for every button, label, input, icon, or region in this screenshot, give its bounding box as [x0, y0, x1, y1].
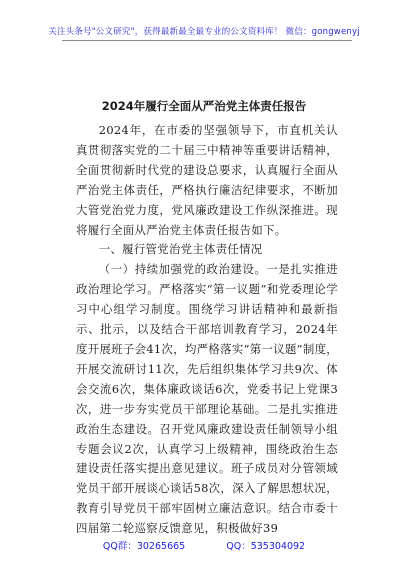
document-body — [76, 121, 338, 539]
intro-paragraph: 2024年，在市委的坚强领导下，市直机关认真贯彻落实党的二十届三中精神等重要讲话精神，全面贯彻新时代党的建设总要求，认真履行全面从严治党主体责任，严格执行廉洁纪律要求，不断加大管党治党力度，党风廉政建设工作纵深推进。现将履行全面从严治党主体责任报告如下。 — [76, 123, 338, 237]
document-title: 2024年履行全面从严治党主体责任报告 — [101, 99, 307, 113]
section-heading: 一、履行管党治党主体责任情况 — [98, 242, 263, 257]
footer-qq-group: QQ群：30265665 — [102, 541, 186, 552]
footer-contact — [0, 538, 408, 552]
footer-qq: QQ：535304092 — [226, 541, 306, 552]
header-divider — [62, 40, 352, 41]
header-note: 关注头条号"公文研究"，获得最新最全最专业的公文资料库！ 微信：gongwenyj — [48, 27, 360, 37]
section-paragraph: （一）持续加强党的政治建设。一是扎实推进政治理论学习。严格落实“第一议题”和党委理论学习中心组学习制度。围绕学习讲话精神和最新指示、批示，以及结合干部培训教育学习，2024年度开展班子会41次，均严格落实“第一议题”制度，开展交流研讨11次，先后组织集体学习共9次、体会交流6次，集体廉政谈话6次，党委书记上党课3次，进一步夯实党员干部理论基础。二是扎实推进政治生态建设。召开党风廉政建设责任制领导小组专题会议2次，认真学习上级精神，围绕政治生态建设责任落实提出意见建议。班子成员对分管领域党员干部开展谈心谈话58次，深入了解思想状况，教育引导党员干部牢固树立廉洁意识。结合市委十四届第二轮巡察反馈意见，积极做好39 — [76, 262, 338, 536]
